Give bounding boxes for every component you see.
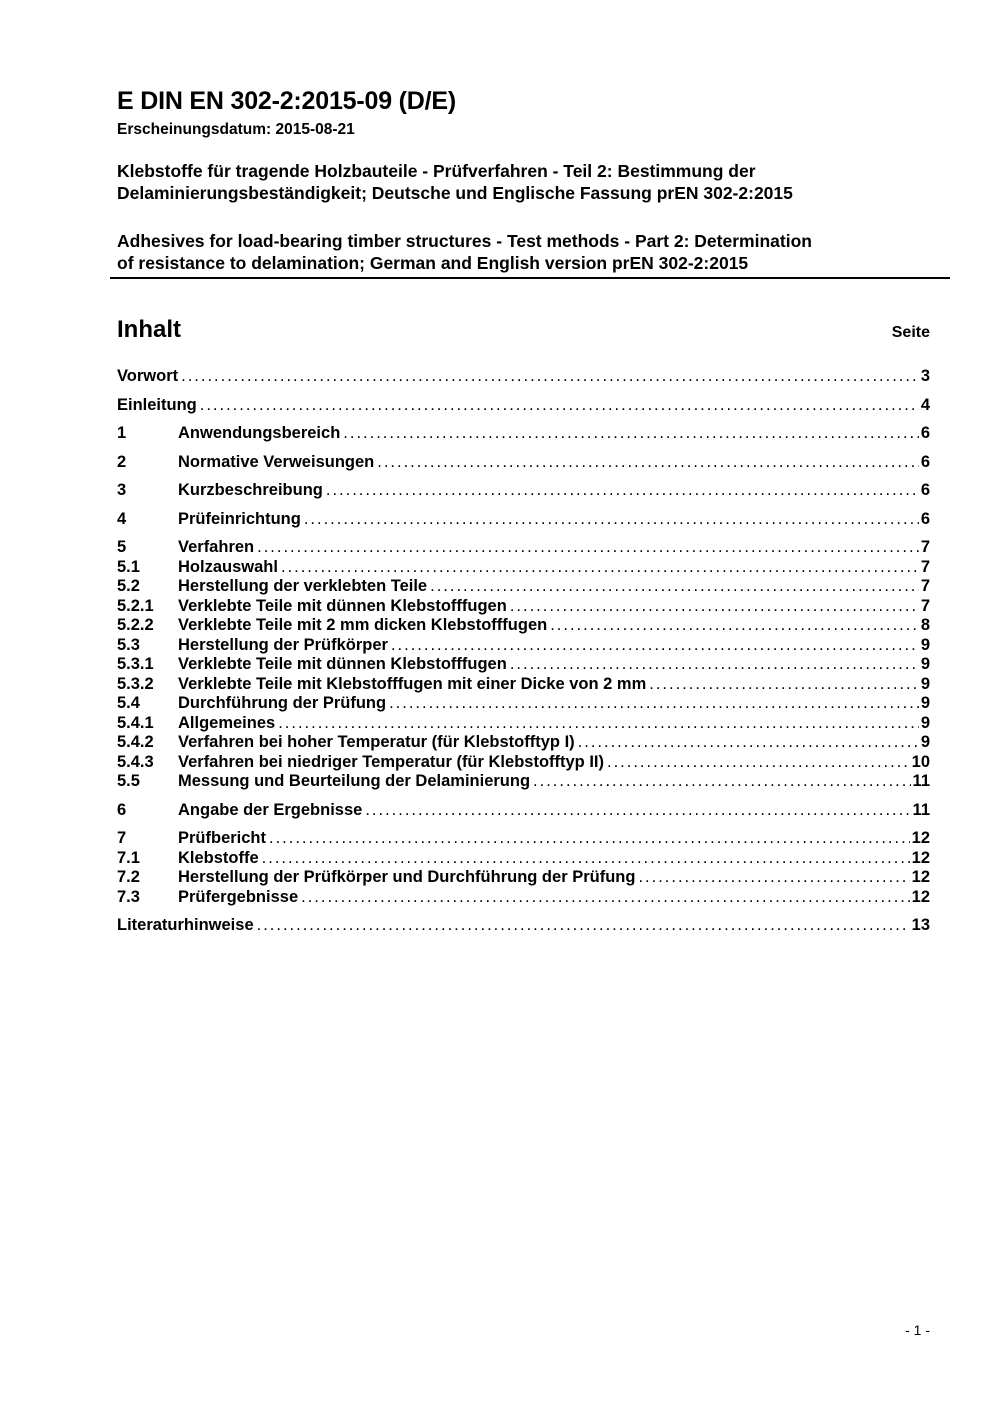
toc-entry-page-number: 7 xyxy=(920,557,930,576)
toc-entry xyxy=(117,481,930,501)
toc-entry-title: Prüfbericht xyxy=(178,829,267,847)
toc-entry-page-number: 4 xyxy=(920,395,930,414)
toc-dot-leader xyxy=(278,714,919,734)
toc-entry-page-number: 6 xyxy=(920,481,930,499)
toc-dot-leader xyxy=(649,675,919,695)
toc-dot-leader xyxy=(281,558,919,578)
toc-dot-leader xyxy=(638,868,909,888)
toc-entry-page-number: 11 xyxy=(912,800,930,819)
toc-dot-leader xyxy=(578,733,919,753)
toc-entry-page-number: 9 xyxy=(920,733,930,751)
toc-entry-page-number: 8 xyxy=(920,616,930,634)
toc-dot-leader xyxy=(430,577,919,597)
toc-entry xyxy=(117,453,930,473)
toc-dot-leader xyxy=(200,396,919,416)
toc-entry-page-number: 9 xyxy=(920,694,930,712)
toc-entry-number: 7.2 xyxy=(117,868,140,886)
toc-entry xyxy=(117,694,930,714)
toc-entry-number: 7.3 xyxy=(117,887,140,906)
toc-entry-page-number: 7 xyxy=(920,596,930,615)
page-number-footer: - 1 - xyxy=(905,1322,930,1338)
toc-entry-title: Kurzbeschreibung xyxy=(178,481,323,499)
toc-entry-number: 7.1 xyxy=(117,848,140,867)
header-divider-rule xyxy=(110,277,950,279)
toc-entry xyxy=(117,733,930,753)
toc-entry-page-number: 7 xyxy=(920,577,930,595)
toc-entry xyxy=(117,577,930,597)
toc-entry-page-number: 13 xyxy=(911,916,930,934)
toc-entry-page-number: 12 xyxy=(911,887,930,906)
toc-page-column-label: Seite xyxy=(891,324,930,341)
toc-entry-page-number: 12 xyxy=(911,848,930,867)
toc-entry-number: 5.3 xyxy=(117,635,140,654)
toc-entry xyxy=(117,829,930,849)
toc-entry xyxy=(117,772,930,792)
toc-entry xyxy=(117,538,930,558)
toc-dot-leader xyxy=(181,367,919,387)
toc-entry-title: Herstellung der verklebten Teile xyxy=(178,577,428,595)
toc-entry-number: 3 xyxy=(117,481,127,499)
toc-dot-leader xyxy=(343,424,919,444)
toc-dot-leader xyxy=(326,481,919,501)
toc-entry xyxy=(117,510,930,530)
toc-entry-page-number: 9 xyxy=(920,713,930,732)
toc-entry-number: 5.3.1 xyxy=(117,655,154,673)
toc-dot-leader xyxy=(262,849,910,869)
toc-entry-title: Allgemeines xyxy=(178,713,276,732)
document-number: E DIN EN 302-2:2015-09 (D/E) xyxy=(117,87,456,115)
title-english-line2: of resistance to delamination; German and English version prEN 302-2:2015 xyxy=(117,253,749,273)
toc-entry-number: 5.4.1 xyxy=(117,713,154,732)
toc-entry-title: Vorwort xyxy=(117,367,179,385)
toc-dot-leader xyxy=(389,694,919,714)
toc-entry-title: Normative Verweisungen xyxy=(178,452,375,471)
toc-entry-number: 5.4 xyxy=(117,694,140,712)
toc-entry-title: Verklebte Teile mit dünnen Klebstofffugen xyxy=(178,655,507,673)
toc-entry-title: Herstellung der Prüfkörper xyxy=(178,635,388,654)
toc-header xyxy=(117,316,930,343)
toc-entry-number: 5.4.3 xyxy=(117,752,154,771)
toc-dot-leader xyxy=(304,510,919,530)
toc-entry-page-number: 3 xyxy=(920,367,930,385)
toc-entry xyxy=(117,916,930,936)
toc-entry-number: 7 xyxy=(117,829,127,847)
toc-entry-title: Anwendungsbereich xyxy=(178,424,341,442)
toc-entry-title: Verklebte Teile mit 2 mm dicken Klebstofffugen xyxy=(178,616,548,634)
toc-entry xyxy=(117,714,930,734)
toc-entry-number: 5.2.1 xyxy=(117,596,154,615)
toc-entry-number: 5 xyxy=(117,538,127,556)
toc-entry-number: 5.3.2 xyxy=(117,674,154,693)
title-german-line1: Klebstoffe für tragende Holzbauteile - Prüfverfahren - Teil 2: Bestimmung der xyxy=(117,161,756,181)
toc-entry-title: Einleitung xyxy=(117,395,197,414)
toc-entry xyxy=(117,753,930,773)
toc-entry-page-number: 9 xyxy=(920,674,930,693)
toc-entry-page-number: 6 xyxy=(920,424,930,442)
toc-entry xyxy=(117,849,930,869)
toc-entry-title: Prüfergebnisse xyxy=(178,887,299,906)
toc-dot-leader xyxy=(377,453,919,473)
toc-entry xyxy=(117,636,930,656)
toc-entry-number: 5.2 xyxy=(117,577,140,595)
toc-entry-page-number: 6 xyxy=(920,509,930,528)
toc-entry xyxy=(117,868,930,888)
toc-entry-title: Holzauswahl xyxy=(178,557,278,576)
toc-entry-title: Verklebte Teile mit dünnen Klebstofffugen xyxy=(178,596,507,615)
toc-dot-leader xyxy=(533,772,911,792)
title-english-line1: Adhesives for load-bearing timber structures - Test methods - Part 2: Determination xyxy=(117,231,812,251)
toc-entry-title: Messung und Beurteilung der Delaminierung xyxy=(178,772,531,790)
toc-entry-title: Verfahren bei hoher Temperatur (für Klebstofftyp I) xyxy=(178,733,575,751)
toc-entry-page-number: 12 xyxy=(911,829,930,847)
title-english xyxy=(117,230,930,274)
toc-entry-number: 1 xyxy=(117,424,127,442)
toc-entry xyxy=(117,424,930,444)
toc-dot-leader xyxy=(510,597,919,617)
toc-entry-title: Klebstoffe xyxy=(178,848,259,867)
toc-entry-title: Literaturhinweise xyxy=(117,916,254,934)
toc-dot-leader xyxy=(301,888,910,908)
toc-entry-title: Verfahren bei niedriger Temperatur (für Klebstofftyp II) xyxy=(178,752,605,771)
publication-date: Erscheinungsdatum: 2015-08-21 xyxy=(117,121,355,138)
toc-entry-page-number: 6 xyxy=(920,452,930,471)
toc-dot-leader xyxy=(257,538,919,558)
toc-entry-number: 6 xyxy=(117,800,127,819)
toc-entry xyxy=(117,655,930,675)
toc-dot-leader xyxy=(510,655,919,675)
table-of-contents xyxy=(117,316,930,936)
title-german-line2: Delaminierungsbeständigkeit; Deutsche und Englische Fassung prEN 302-2:2015 xyxy=(117,183,793,203)
toc-entry-number: 5.4.2 xyxy=(117,733,154,751)
toc-entry-number: 4 xyxy=(117,509,127,528)
toc-entry-title: Durchführung der Prüfung xyxy=(178,694,387,712)
toc-entry xyxy=(117,367,930,387)
toc-entry-page-number: 10 xyxy=(911,752,930,771)
toc-entry-page-number: 11 xyxy=(912,772,930,790)
toc-entry-title: Prüfeinrichtung xyxy=(178,509,301,528)
toc-entry xyxy=(117,597,930,617)
toc-dot-leader xyxy=(550,616,919,636)
toc-entry-title: Verfahren xyxy=(178,538,255,556)
toc-entry-number: 2 xyxy=(117,452,127,471)
toc-list xyxy=(117,367,930,936)
toc-entry xyxy=(117,396,930,416)
toc-dot-leader xyxy=(607,753,910,773)
toc-entry-number: 5.2.2 xyxy=(117,616,154,634)
toc-entry xyxy=(117,558,930,578)
toc-entry-number: 5.1 xyxy=(117,557,140,576)
toc-entry xyxy=(117,801,930,821)
toc-entry xyxy=(117,888,930,908)
toc-entry-page-number: 9 xyxy=(920,635,930,654)
toc-entry-title: Angabe der Ergebnisse xyxy=(178,800,363,819)
toc-entry-page-number: 12 xyxy=(911,868,930,886)
toc-entry-page-number: 9 xyxy=(920,655,930,673)
document-header xyxy=(117,88,930,279)
toc-entry xyxy=(117,675,930,695)
toc-entry-title: Herstellung der Prüfkörper und Durchführung der Prüfung xyxy=(178,868,636,886)
title-german xyxy=(117,160,930,204)
toc-dot-leader xyxy=(269,829,910,849)
toc-entry-page-number: 7 xyxy=(920,538,930,556)
toc-entry-number: 5.5 xyxy=(117,772,140,790)
toc-entry-title: Verklebte Teile mit Klebstofffugen mit einer Dicke von 2 mm xyxy=(178,674,647,693)
toc-entry xyxy=(117,616,930,636)
toc-dot-leader xyxy=(391,636,919,656)
toc-dot-leader xyxy=(365,801,910,821)
toc-heading: Inhalt xyxy=(117,316,181,343)
toc-dot-leader xyxy=(257,916,910,936)
